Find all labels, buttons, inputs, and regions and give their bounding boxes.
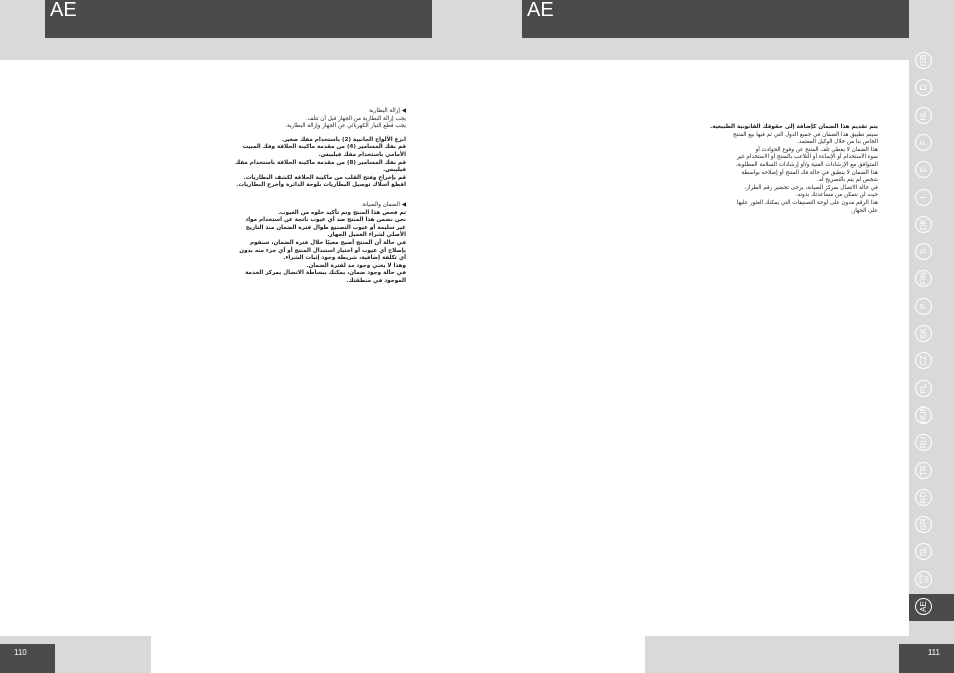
language-tab-gb[interactable] [915,52,932,69]
left-header-label: AE [50,0,77,21]
text-line: هذا الضمان لا ينطبق في حالة فك المنتج أو إصلاحه بواسطة [741,169,878,176]
text-line: سوء الاستخدام أو الإساءة أو التلاعب بالمنتج أو الاستخدام غير [736,154,878,161]
text-line: يجب قطع التيار الكهربائي عن الجهاز وإزالة البطارية. [285,123,406,130]
language-tab-nl[interactable] [915,107,932,124]
left-page-text [235,108,406,285]
language-tab-pl[interactable] [915,380,932,397]
language-tab-label: P [919,303,928,309]
text-line: على الجهاز. [850,207,878,214]
language-tab-label: CZ [919,355,928,367]
text-line: تم فحص هذا المنتج وتم تأكيد خلوه من العيوب. [277,209,406,216]
language-tab-label: AE [919,601,928,612]
language-tab-label: NL [919,109,928,121]
page-number-right-text: 111 [927,648,940,657]
text-line: نحن نضمن هذا المنتج ضد أي عيوب ناتجة عن استخدام مواد [245,217,406,224]
language-tab-sl[interactable] [915,543,932,560]
language-tab-hun[interactable] [915,407,932,424]
left-page-header [45,0,432,38]
language-tab-label: PL [919,383,928,393]
text-line: قم بفك المسامير (4) من مقدمة ماكينة الحلاقة وفك المبيت [242,144,406,151]
language-tab-ae[interactable] [915,598,932,615]
text-line: ◀ الضمان والصيانة [362,201,406,208]
language-tab-label: SK [919,328,928,339]
text-line: أي تكلفة إضافية، شريطة وجود إثبات الشراء. [283,255,406,262]
language-tab-label: RU [919,436,928,449]
text-line: الأصلي لشراء العميل الجهاز. [327,232,406,239]
text-line: شخص لم يتم بالتصريح له. [817,177,878,184]
language-tab-label: DK [919,218,928,230]
text-line: سيتم تطبيق هذا الضمان في جميع الدول التي تم فيها بيع المنتج [732,131,878,138]
text-line: بإصلاح أي عيوب أو اختيار استبدال المنتج أو أي جزء منه بدون [239,247,406,254]
language-tab-fin[interactable] [915,270,932,287]
language-tab-label: S [919,248,928,255]
text-line: المتوافق مع الإرشادات الفنية و/أو إرشادات السلامة المطلوبة. [735,161,878,168]
page-number-right [899,644,954,673]
language-tab-gr[interactable] [915,516,932,533]
right-footer-bar [645,636,909,673]
language-tab-label: RO [919,491,928,504]
language-tab-cz[interactable] [915,352,932,369]
text-line: حيث لن نتمكن من مساعدتك بدونه. [795,192,878,199]
language-tab-label: TR [919,464,928,476]
language-tab-label: FIN [919,272,928,286]
language-tab-e[interactable] [915,161,932,178]
language-tab-label: E [919,167,928,173]
language-tab-tr[interactable] [915,462,932,479]
language-tab-label: SL [919,547,928,557]
language-tab-d[interactable] [915,79,932,96]
text-line: الأمامي باستخدام مفك فيليبس. [318,151,406,158]
text-line: يجب إزالة البطارية من الجهاز قبل أن تتلف. [305,115,406,122]
language-tab-sk[interactable] [915,325,932,342]
text-line: غير سليمة أو عيوب التصنيع طوال فترة الضمان منذ التاريخ [245,224,406,231]
language-tab-label: I [919,195,928,199]
text-line: اقطع أسلاك توصيل البطاريات بلوحة الدائرة وأخرج البطاريات. [236,182,406,189]
language-tab-dk[interactable] [915,216,932,233]
language-tab-label: D [919,84,928,91]
text-line: هذا الرقم مدون على لوحة التصنيفات التي يمكنك العثور عليها [736,199,878,206]
language-tab-ru[interactable] [915,434,932,451]
language-tab-label: GB [919,54,928,67]
language-tab-p[interactable] [915,298,932,315]
language-tab-s[interactable] [915,243,932,260]
text-line: وهذا لا يعني وجود مد لفترة الضمان. [306,262,406,269]
text-line: في حالة أن المنتج أصبح معيبًا خلال فترة الضمان، سنقوم [249,239,406,246]
text-line: ◀ إزالة البطارية [369,108,406,114]
text-line: في حالة وجود ضمان، يمكنك ببساطة الاتصال بمركز الخدمة [245,270,406,277]
right-page-text [710,124,878,215]
page-number-left-text: 110 [14,648,27,657]
language-tab-i[interactable] [915,189,932,206]
right-page-header [522,0,909,38]
text-line: قم بإخراج وفتح القلب من ماكينة الحلاقة لكشف البطاريات. [243,174,406,181]
language-tab-srb-hr[interactable] [915,571,932,588]
text-line: هذا الضمان لا يغطي تلف المنتج عن وقوع الحوادث أو [755,146,878,153]
language-tab-label: SRB HR [918,573,931,584]
text-line: فيليبس. [383,167,406,174]
language-tab-f[interactable] [915,134,932,151]
text-line: يتم تقديم هذا الضمان كإضافة إلى حقوقك القانونية الطبيعية. [710,124,878,130]
right-header-label: AE [527,0,554,21]
language-tab-ro[interactable] [915,489,932,506]
text-line: الموجود في منطقتك. [346,277,406,284]
text-line: انزع الألواح الجانبية (2) باستخدام مفك صغير. [281,136,406,143]
text-line: الخاص بنا من خلال الوكيل المعتمد. [797,139,878,146]
page-number-left [0,644,55,673]
language-tab-label: GR [919,518,928,531]
language-tab-label: HUN [919,405,928,423]
language-tab-label: F [919,139,928,145]
text-line: قم بفك المسامير (8) من مقدمة ماكينة الحلاقة باستخدام مفك [235,159,406,166]
text-line: في حالة الاتصال بمركز الصيانة، يرجى تحضير رقم الطراز، [744,184,878,191]
